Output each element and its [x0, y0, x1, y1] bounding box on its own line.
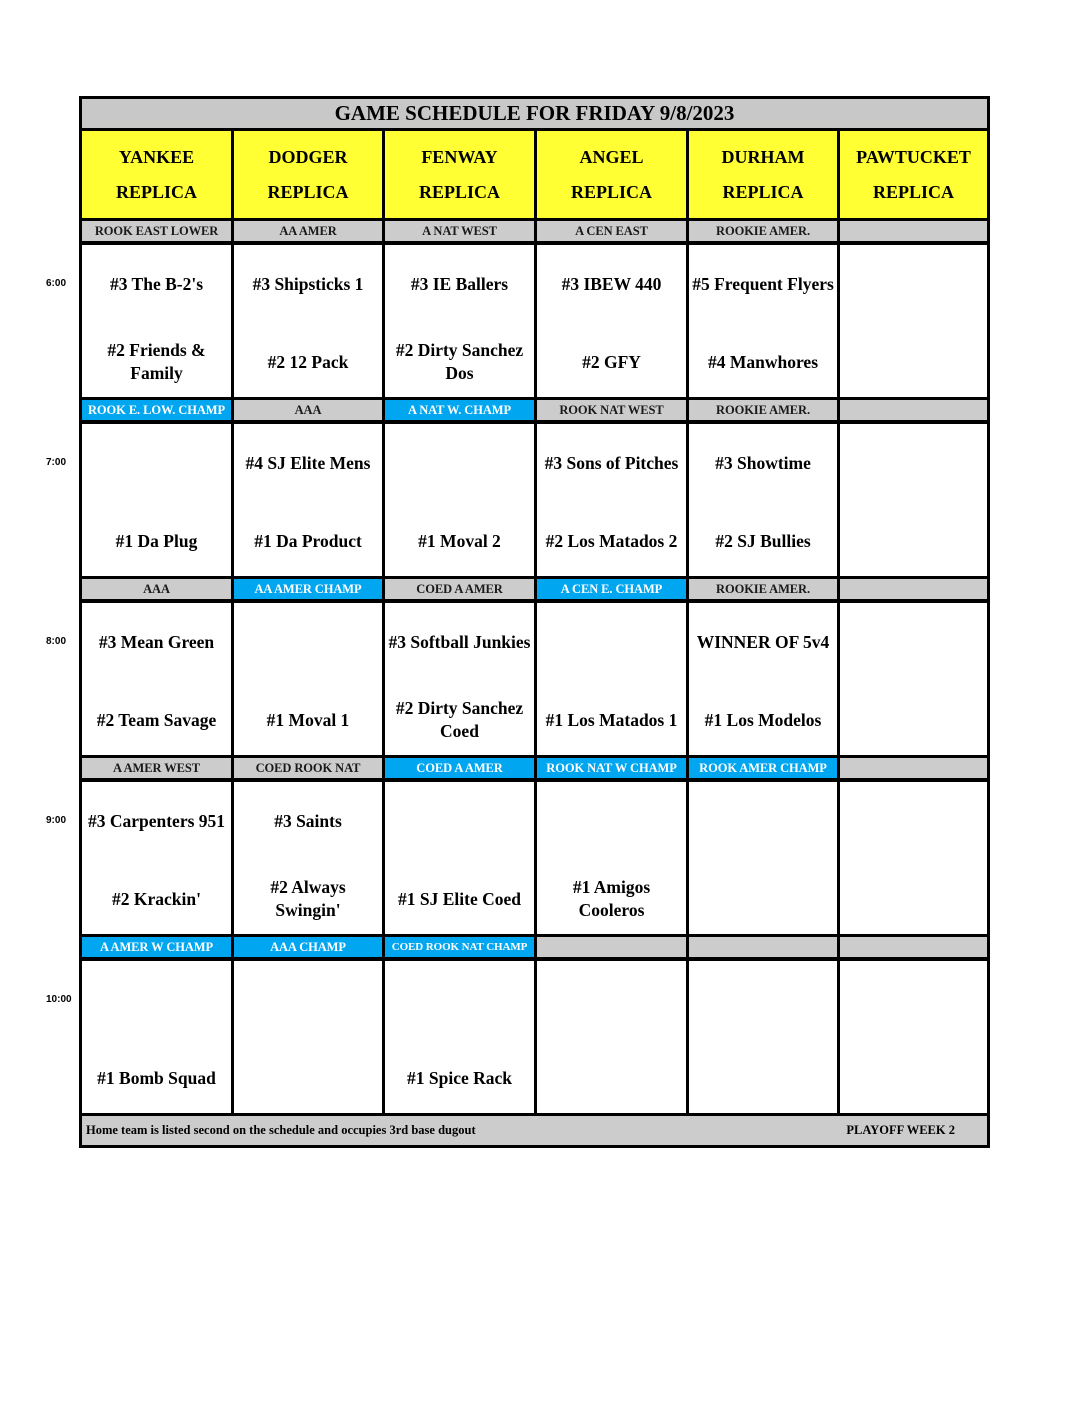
game-cell: [537, 245, 686, 397]
game-cell: [689, 424, 837, 576]
time-label-1: 7:00: [46, 457, 67, 468]
away-team: [689, 786, 837, 856]
field-header-4: [689, 131, 837, 218]
division-label: A AMER WEST: [82, 758, 231, 778]
away-team: [385, 786, 534, 856]
division-label: [840, 400, 987, 420]
away-team: #3 Showtime: [715, 452, 811, 473]
division-label: COED A AMER: [385, 758, 534, 778]
game-cell: [689, 782, 837, 934]
game-cell: [82, 961, 231, 1113]
field-sub: REPLICA: [115, 181, 197, 202]
footer-bar: [82, 1116, 987, 1145]
game-cell: [689, 961, 837, 1113]
home-team: #1 Da Plug: [115, 530, 198, 551]
field-sub: REPLICA: [722, 181, 804, 202]
away-team: [82, 965, 231, 1035]
division-label: [840, 579, 987, 599]
game-cell: [840, 245, 987, 397]
game-cell: [82, 424, 231, 576]
field-header-2: [385, 131, 534, 218]
time-label-4: 10:00: [46, 994, 72, 1005]
away-team: #3 Saints: [274, 810, 342, 831]
division-label: [537, 937, 686, 957]
game-cell: [840, 424, 987, 576]
division-label: ROOK NAT W CHAMP: [537, 758, 686, 778]
division-label: AAA CHAMP: [234, 937, 382, 957]
home-team: [689, 1043, 837, 1113]
division-label: [689, 937, 837, 957]
time-label-0: 6:00: [46, 278, 67, 289]
away-team: [537, 607, 686, 677]
home-team: #2 Dirty Sanchez Coed: [395, 698, 524, 741]
game-cell: [689, 603, 837, 755]
away-team: #4 SJ Elite Mens: [245, 452, 371, 473]
away-team: #5 Frequent Flyers: [692, 273, 834, 294]
away-team: #3 IBEW 440: [561, 273, 662, 294]
home-team: #2 GFY: [582, 351, 641, 372]
division-label: ROOKIE AMER.: [689, 221, 837, 241]
division-label: A NAT W. CHAMP: [385, 400, 534, 420]
footer-note: Home team is listed second on the schedule and occupies 3rd base dugout: [86, 1123, 476, 1137]
away-team: #3 Mean Green: [98, 631, 215, 652]
division-label: AA AMER: [234, 221, 382, 241]
field-name: DODGER: [268, 146, 348, 167]
division-label: A CEN EAST: [537, 221, 686, 241]
division-label: COED ROOK NAT: [234, 758, 382, 778]
division-label: A CEN E. CHAMP: [537, 579, 686, 599]
division-label: [840, 221, 987, 241]
division-label: ROOKIE AMER.: [689, 400, 837, 420]
away-team: [689, 965, 837, 1035]
away-team: [385, 965, 534, 1035]
division-label: ROOKIE AMER.: [689, 579, 837, 599]
home-team: #2 Los Matados 2: [545, 530, 678, 551]
division-label: A AMER W CHAMP: [82, 937, 231, 957]
time-label-2: 8:00: [46, 636, 67, 647]
division-label: ROOK EAST LOWER: [82, 221, 231, 241]
game-cell: [234, 961, 382, 1113]
field-name: ANGEL: [579, 146, 644, 167]
home-team: #2 Always Swingin': [270, 877, 346, 920]
game-cell: [385, 603, 534, 755]
home-team: [840, 864, 987, 934]
away-team: #3 IE Ballers: [410, 273, 509, 294]
home-team: #2 Krackin': [112, 888, 201, 909]
home-team: #2 Dirty Sanchez Dos: [395, 340, 524, 383]
field-header-5: [840, 131, 987, 218]
away-team: #3 Carpenters 951: [87, 810, 226, 831]
division-label: [840, 937, 987, 957]
schedule-sheet: [79, 96, 990, 1148]
time-label-3: 9:00: [46, 815, 67, 826]
field-sub: REPLICA: [267, 181, 349, 202]
field-name: YANKEE: [118, 146, 195, 167]
game-cell: [385, 961, 534, 1113]
division-label: AAA: [82, 579, 231, 599]
division-label: ROOK E. LOW. CHAMP: [82, 400, 231, 420]
game-cell: [234, 245, 382, 397]
game-cell: [385, 782, 534, 934]
away-team: #3 Softball Junkies: [388, 631, 531, 652]
home-team: #1 Los Modelos: [704, 709, 822, 730]
away-team: [234, 607, 382, 677]
home-team: [234, 1043, 382, 1113]
field-name: PAWTUCKET: [856, 146, 971, 167]
away-team: [537, 786, 686, 856]
field-header-1: [234, 131, 382, 218]
division-label: ROOK NAT WEST: [537, 400, 686, 420]
home-team: #2 SJ Bullies: [715, 530, 811, 551]
home-team: #1 SJ Elite Coed: [398, 888, 521, 909]
away-team: #3 The B-2's: [109, 273, 204, 294]
home-team: [689, 864, 837, 934]
away-team: [82, 428, 231, 498]
game-cell: [840, 782, 987, 934]
schedule-title: GAME SCHEDULE FOR FRIDAY 9/8/2023: [82, 99, 987, 128]
game-cell: [840, 961, 987, 1113]
home-team: #2 Team Savage: [96, 709, 217, 730]
footer-week: PLAYOFF WEEK 2: [846, 1123, 955, 1137]
home-team: [840, 1043, 987, 1113]
home-team: #1 Los Matados 1: [545, 709, 678, 730]
division-label: A NAT WEST: [385, 221, 534, 241]
home-team: #1 Bomb Squad: [97, 1067, 216, 1088]
away-team: [537, 965, 686, 1035]
field-name: DURHAM: [721, 146, 805, 167]
home-team: [840, 506, 987, 576]
game-cell: [840, 603, 987, 755]
game-cell: [82, 603, 231, 755]
field-name: FENWAY: [421, 146, 498, 167]
away-team: [840, 249, 987, 319]
division-label: COED A AMER: [385, 579, 534, 599]
home-team: [537, 1043, 686, 1113]
game-cell: [385, 245, 534, 397]
home-team: #1 Moval 1: [266, 709, 350, 730]
home-team: #1 Spice Rack: [407, 1067, 512, 1088]
game-cell: [82, 245, 231, 397]
away-team: [234, 965, 382, 1035]
field-sub: REPLICA: [872, 181, 954, 202]
away-team: [840, 965, 987, 1035]
away-team: #3 Shipsticks 1: [252, 273, 364, 294]
away-team: [840, 607, 987, 677]
field-sub: REPLICA: [570, 181, 652, 202]
away-team: [840, 786, 987, 856]
game-cell: [234, 782, 382, 934]
division-label: [840, 758, 987, 778]
home-team: #2 Friends & Family: [107, 340, 206, 383]
home-team: #1 Da Product: [254, 530, 362, 551]
game-cell: [385, 424, 534, 576]
home-team: #2 12 Pack: [267, 351, 349, 372]
field-header-0: [82, 131, 231, 218]
home-team: #1 Amigos Cooleros: [572, 877, 651, 920]
game-cell: [537, 603, 686, 755]
game-cell: [537, 782, 686, 934]
away-team: #3 Sons of Pitches: [544, 452, 679, 473]
division-label: ROOK AMER CHAMP: [689, 758, 837, 778]
field-sub: REPLICA: [418, 181, 500, 202]
game-cell: [234, 603, 382, 755]
home-team: #4 Manwhores: [707, 351, 819, 372]
away-team: WINNER OF 5v4: [696, 631, 830, 652]
field-header-3: [537, 131, 686, 218]
home-team: [840, 685, 987, 755]
game-cell: [234, 424, 382, 576]
home-team: [840, 327, 987, 397]
away-team: [840, 428, 987, 498]
game-cell: [689, 245, 837, 397]
game-cell: [537, 961, 686, 1113]
division-label: COED ROOK NAT CHAMP: [385, 937, 534, 957]
game-cell: [82, 782, 231, 934]
division-label: AA AMER CHAMP: [234, 579, 382, 599]
division-label: AAA: [234, 400, 382, 420]
away-team: [385, 428, 534, 498]
home-team: #1 Moval 2: [418, 530, 501, 551]
game-cell: [537, 424, 686, 576]
